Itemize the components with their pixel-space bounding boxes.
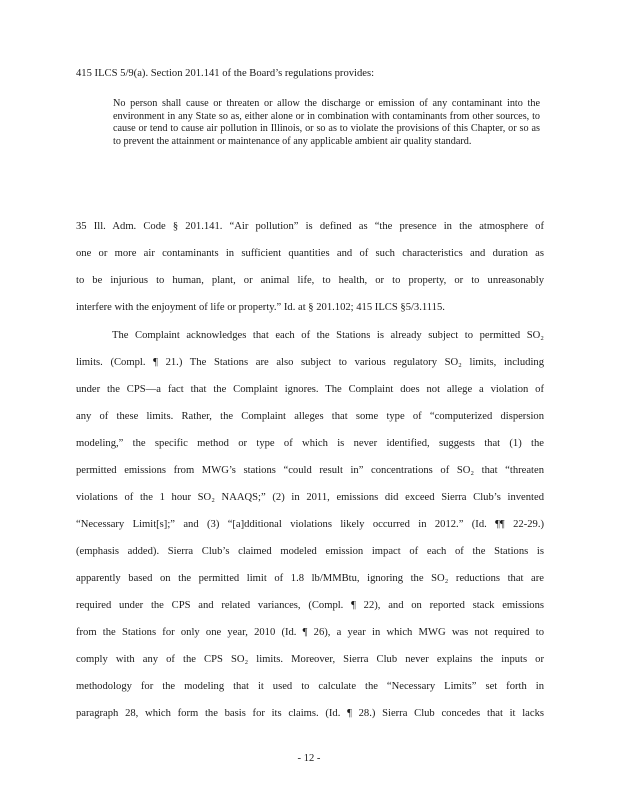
para1-line: 35 Ill. Adm. Code § 201.141. “Air pollution” is defined as “the presence in the atmosphere of (76, 221, 544, 232)
para2-line: methodology for the modeling that it used to calculate the “Necessary Limits” set forth in (76, 681, 544, 692)
para2-line: The Complaint acknowledges that each of the Stations is already subject to permitted SO₂ (112, 330, 544, 341)
intro-line: 415 ILCS 5/9(a). Section 201.141 of the Board’s regulations provides: (76, 68, 375, 79)
para2-line: paragraph 28, which form the basis for its claims. (Id. ¶ 28.) Sierra Club concedes that it lacks (76, 708, 544, 719)
para2-line: (emphasis added). Sierra Club’s claimed modeled emission impact of each of the Stations is (76, 546, 544, 557)
para2-line: any of these limits. Rather, the Complaint alleges that some type of “computerized dispersion (76, 411, 544, 422)
page-number: - 12 - (297, 753, 321, 764)
para2-line: from the Stations for only one year, 2010 (Id. ¶ 26), a year in which MWG was not required to (76, 627, 544, 638)
para2-line: under the CPS—a fact that the Complaint ignores. The Complaint does not allege a violation of (76, 384, 544, 395)
para1-line: one or more air contaminants in sufficient quantities and of such characteristics and duration as (76, 248, 544, 259)
para2-line: permitted emissions from MWG’s stations “could result in” concentrations of SO₂ that “threaten (76, 465, 544, 476)
para2-line: violations of the 1 hour SO₂ NAAQS;” (2) in 2011, emissions did exceed Sierra Club’s invented (76, 492, 544, 503)
para1-line: interfere with the enjoyment of life or property.” Id. at § 201.102; 415 ILCS §5/3.1115. (76, 302, 445, 313)
para2-line: comply with any of the CPS SO₂ limits. Moreover, Sierra Club never explains the inputs or (76, 654, 544, 665)
block-quote: No person shall cause or threaten or allow the discharge or emission of any contaminant into the environment in any State so as, either alone or in combination with contaminants from other sources, to cause or tend to cause air pollution in Illinois, or so as to violate the provisions of this Chapter, or so as to prevent the attainment or maintenance of any applicable ambient air quality standard. (113, 98, 540, 147)
para1-line: to be injurious to human, plant, or animal life, to health, or to property, or to unreasonably (76, 275, 544, 286)
para2-line: “Necessary Limit[s];” and (3) “[a]dditional violations likely occurred in 2012.” (Id. ¶¶ 22-29.) (76, 519, 544, 530)
para2-line: modeling,” the specific method or type of which is never identified, suggests that (1) the (76, 438, 544, 449)
para2-line: limits. (Compl. ¶ 21.) The Stations are also subject to various regulatory SO₂ limits, including (76, 357, 544, 368)
para2-line: apparently based on the permitted limit of 1.8 lb/MMBtu, ignoring the SO₂ reductions that are (76, 573, 544, 584)
para2-line: required under the CPS and related variances, (Compl. ¶ 22), and on reported stack emissions (76, 600, 544, 611)
